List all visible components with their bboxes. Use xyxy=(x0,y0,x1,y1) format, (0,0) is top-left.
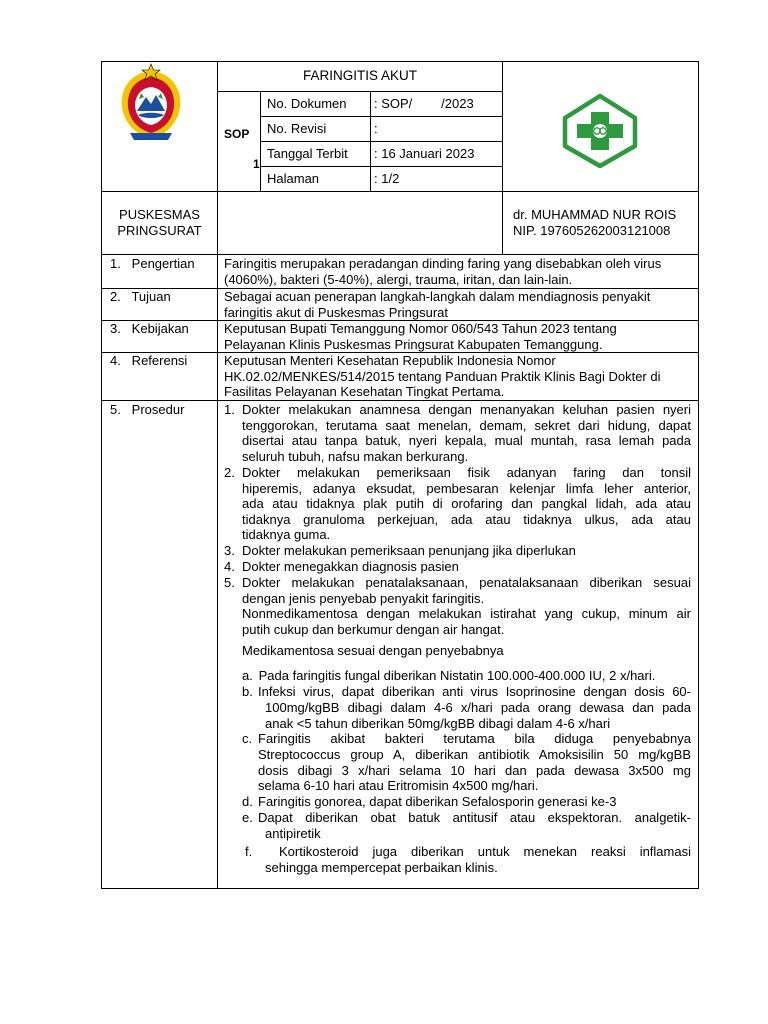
text-line: Nonmedikamentosa dengan melakukan istirahat yang cukup, minum air xyxy=(242,606,691,622)
step-number: 1. xyxy=(224,402,235,417)
step-text xyxy=(242,402,691,464)
item-text xyxy=(258,684,691,700)
section-label-referensi: 4. Referensi xyxy=(110,353,188,368)
sop-number: 1 xyxy=(253,157,260,171)
text-line: seluruh tubuh, nafsu makan berkurang. xyxy=(242,448,469,464)
regency-emblem-logo xyxy=(118,63,184,143)
step-number: 4. xyxy=(224,559,235,574)
item-text xyxy=(258,810,691,826)
text-line: tidaknya granuloma perkejuan, ada atau tidaknya ulkus, ada atau xyxy=(242,511,691,527)
item-text xyxy=(258,731,691,747)
row-label: No. Dokumen xyxy=(267,96,347,111)
text-line: Dokter melakukan penatalaksanaan, penatalaksanaan diberikan sesuai xyxy=(242,575,691,590)
item-text-continued: antipiretik xyxy=(265,826,321,841)
item-label: e. xyxy=(242,810,253,825)
text-line: Dapat diberikan obat batuk antitusif atau ekspektoran. analgetik- xyxy=(258,810,691,825)
text-line: Pelayanan Klinis Puskesmas Pringsurat Kabupaten Temanggung. xyxy=(224,336,603,352)
text-line: Streptococcus group A, diberikan antibiotik Amoksisilin 50 mg/kgBB xyxy=(258,747,691,762)
item-label: a. xyxy=(242,668,253,683)
text-line: Kortikosteroid juga diberikan untuk menekan reaksi inflamasi xyxy=(265,844,691,859)
row-label: Tanggal Terbit xyxy=(267,146,348,161)
tujuan-text xyxy=(224,289,650,320)
section-label-tujuan: 2. Tujuan xyxy=(110,289,171,304)
text-line: dosis dibagi 3 x/hari selama 10 hari dan pada dewasa 3x500 mg xyxy=(258,762,691,778)
text-line: Dokter melakukan anamnesa dengan menanyakan keluhan pasien nyeri xyxy=(242,402,691,417)
item-text-continued: sehingga mempercepat perbaikan klinis. xyxy=(265,860,498,875)
item-label: b. xyxy=(242,684,253,699)
section-label-pengertian: 1. Pengertian xyxy=(110,256,195,271)
step-number: 5. xyxy=(224,575,235,590)
row-label: No. Revisi xyxy=(267,121,327,136)
text-line: anak <5 tahun diberikan 50mg/kgBB dibagi dalam 4-6 x/hari xyxy=(265,715,611,731)
row-label: Halaman xyxy=(267,171,320,186)
text-line: disertai atau tanpa batuk, nyeri kepala, mual muntah, rasa lemah pada xyxy=(242,433,691,449)
text-line: ada atau tidaknya plak putih di orofaring dan pangkal lidah, ada atau xyxy=(242,496,691,512)
step-text: Dokter menegakkan diagnosis pasien xyxy=(242,559,459,574)
kebijakan-text xyxy=(224,321,617,352)
text-line: Dokter melakukan pemeriksaan fisik adanyan faring dan tonsil xyxy=(242,465,691,480)
item-text: Pada faringitis fungal diberikan Nistatin 100.000-400.000 IU, 2 x/hari. xyxy=(255,668,656,683)
text-line: putih cukup dan berkumur dengan air hangat. xyxy=(242,621,505,637)
text-line: faringitis akut di Puskesmas Pringsurat xyxy=(224,304,448,320)
text-line: Fasilitas Pelayanan Kesehatan Tingkat Pertama. xyxy=(224,384,505,399)
text-line: Sebagai acuan penerapan langkah-langkah dalam mendiagnosis penyakit xyxy=(224,289,651,304)
medikamentosa-title: Medikamentosa sesuai dengan penyebabnya xyxy=(242,643,504,658)
step-text xyxy=(242,465,691,543)
item-label: c. xyxy=(242,731,253,746)
organization-name: PUSKESMAS xyxy=(119,207,200,222)
text-line: Faringitis merupakan peradangan dinding faring yang disebabkan oleh virus xyxy=(224,256,662,271)
signer-nip: NIP. 197605262003121008 xyxy=(513,223,671,238)
text-line: selama 6-10 hari atau Eritromisin 4x500 mg/hari. xyxy=(258,778,539,794)
step-text: Dokter melakukan pemeriksaan penunjang jika diperlukan xyxy=(242,543,576,558)
pengertian-text xyxy=(224,256,661,287)
item-text xyxy=(265,844,691,860)
signer-name: dr. MUHAMMAD NUR ROIS xyxy=(513,207,677,222)
text-line: dengan jenis penyebab penyakit faringitis. xyxy=(242,590,485,606)
referensi-text xyxy=(224,353,660,400)
section-label-prosedur: 5. Prosedur xyxy=(110,402,185,417)
text-line: tidaknya guma. xyxy=(242,527,331,543)
sop-label: SOP xyxy=(224,127,250,141)
step-text xyxy=(242,575,691,637)
puskesmas-logo xyxy=(561,94,639,168)
item-text-continued xyxy=(265,700,691,731)
step-number: 2. xyxy=(224,465,235,480)
text-line: Infeksi virus, dapat diberikan anti virus Isoprinosine dengan dosis 60- xyxy=(258,684,691,699)
row-value: : 16 Januari 2023 xyxy=(374,146,475,161)
text-line: 100mg/kgBB dibagi dalam 4-6 x/hari pada orang dewasa dan pada xyxy=(265,700,691,715)
item-label: d. xyxy=(242,794,253,809)
document-title: FARINGITIS AKUT xyxy=(302,68,418,83)
item-label: f. xyxy=(245,844,253,859)
text-line: tenggorokan, terutama saat menelan, demam, sekret dari hidung, dapat xyxy=(242,417,691,433)
item-text: Faringitis gonorea, dapat diberikan Sefalosporin generasi ke-3 xyxy=(258,794,617,809)
text-line: Keputusan Bupati Temanggung Nomor 060/543 Tahun 2023 tentang xyxy=(224,321,617,336)
section-label-kebijakan: 3. Kebijakan xyxy=(110,321,189,336)
text-line: hiperemis, adanya eksudat, pembesaran kelenjar limfa leher anterior, xyxy=(242,480,691,496)
row-value: : SOP/ /2023 xyxy=(374,96,474,111)
organization-name: PRINGSURAT xyxy=(117,223,202,238)
text-line: Faringitis akibat bakteri terutama bila diduga penyebabnya xyxy=(258,731,691,746)
text-line: HK.02.02/MENKES/514/2015 tentang Panduan Praktik Klinis Bagi Dokter di xyxy=(224,368,661,384)
text-line: (4060%), bakteri (5-40%), alergi, trauma, iritan, dan lain-lain. xyxy=(224,271,573,287)
step-number: 3. xyxy=(224,543,235,558)
row-value: : 1/2 xyxy=(374,171,400,186)
item-text-continued xyxy=(258,747,691,794)
row-value: : xyxy=(374,121,378,136)
text-line: Keputusan Menteri Kesehatan Republik Indonesia Nomor xyxy=(224,353,556,368)
